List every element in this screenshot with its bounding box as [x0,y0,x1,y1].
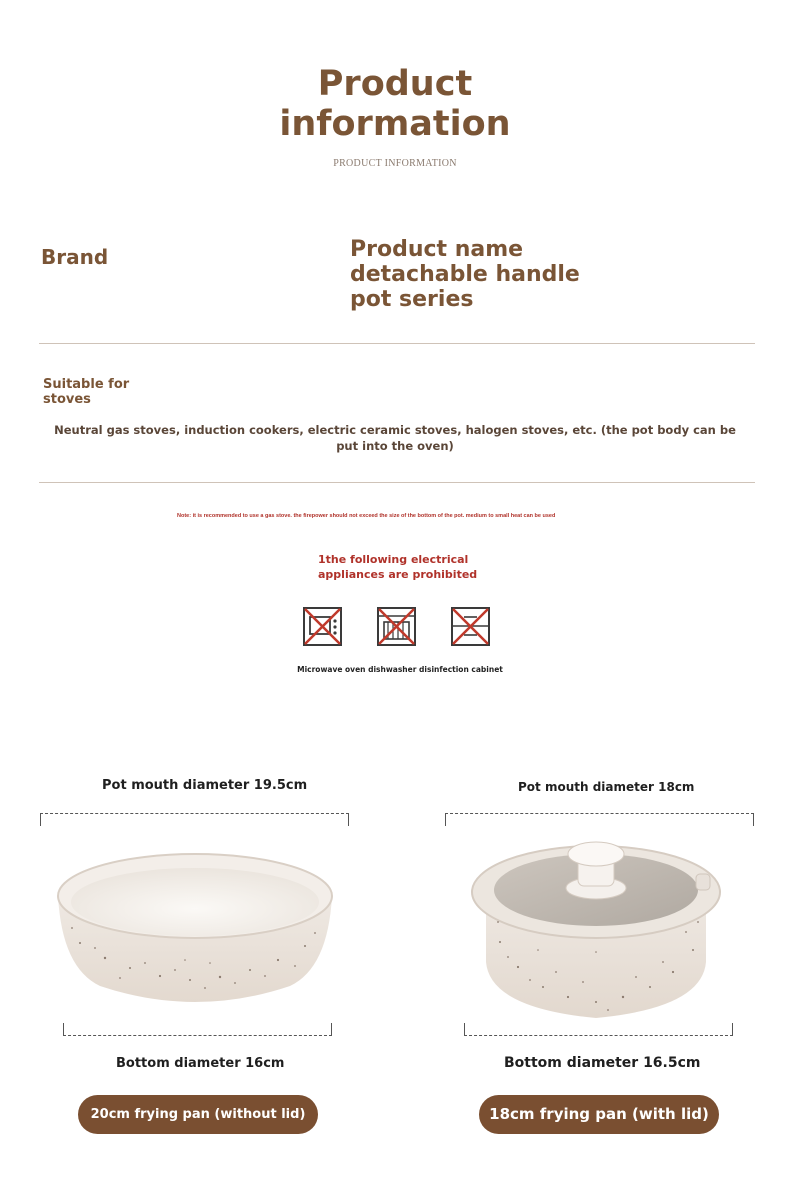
product-pill-with-lid: 18cm frying pan (with lid) [479,1095,719,1134]
stoves-text: Neutral gas stoves, induction cookers, electric ceramic stoves, halogen stoves, etc. (the pot body can be put into the oven) [54,423,736,453]
divider-1 [39,343,755,344]
product-name [350,237,620,312]
bottom-diameter-label-2: Bottom diameter 16.5cm [504,1055,701,1071]
pot-mouth-diameter-label: Pot mouth diameter 19.5cm [102,778,308,793]
pot-mouth-diameter-label-2: Pot mouth diameter 18cm [518,780,695,794]
disinfection-cabinet-prohibited-icon [450,606,491,647]
frying-pan-with-lid-image [468,832,724,1024]
mouth-dimension-line-2 [445,813,754,826]
bottom-dimension-line-2 [464,1023,733,1036]
bottom-dimension-line [63,1023,332,1036]
prohibited-appliances-label: Microwave oven dishwasher disinfection cabinet [297,665,503,674]
microwave-prohibited-icon [302,606,343,647]
title-line-1: Product [317,64,473,104]
page-title [0,64,790,144]
warning-line-1: 1the following electrical [318,553,469,566]
product-pill-without-lid: 20cm frying pan (without lid) [78,1095,318,1134]
stoves-label [43,377,153,407]
stoves-label-line-2: stoves [43,392,91,407]
divider-2 [39,482,755,483]
product-name-line-3: pot series [350,287,474,312]
prohibited-warning [318,552,488,582]
brand-label: Brand [41,245,109,269]
usage-note: Note: it is recommended to use a gas stove. the firepower should not exceed the size of the bottom of the pot. medium to small heat can be used [177,513,556,519]
warning-line-2: appliances are prohibited [318,568,478,581]
stoves-label-line-1: Suitable for [43,377,130,392]
frying-pan-without-lid-image [50,848,340,1008]
title-line-2: information [279,104,511,144]
dishwasher-prohibited-icon [376,606,417,647]
product-name-line-2: detachable handle [350,262,580,287]
bottom-diameter-label: Bottom diameter 16cm [116,1056,285,1071]
product-name-line-1: Product name [350,237,524,262]
page-subtitle: PRODUCT INFORMATION [333,158,457,169]
mouth-dimension-line [40,813,349,826]
